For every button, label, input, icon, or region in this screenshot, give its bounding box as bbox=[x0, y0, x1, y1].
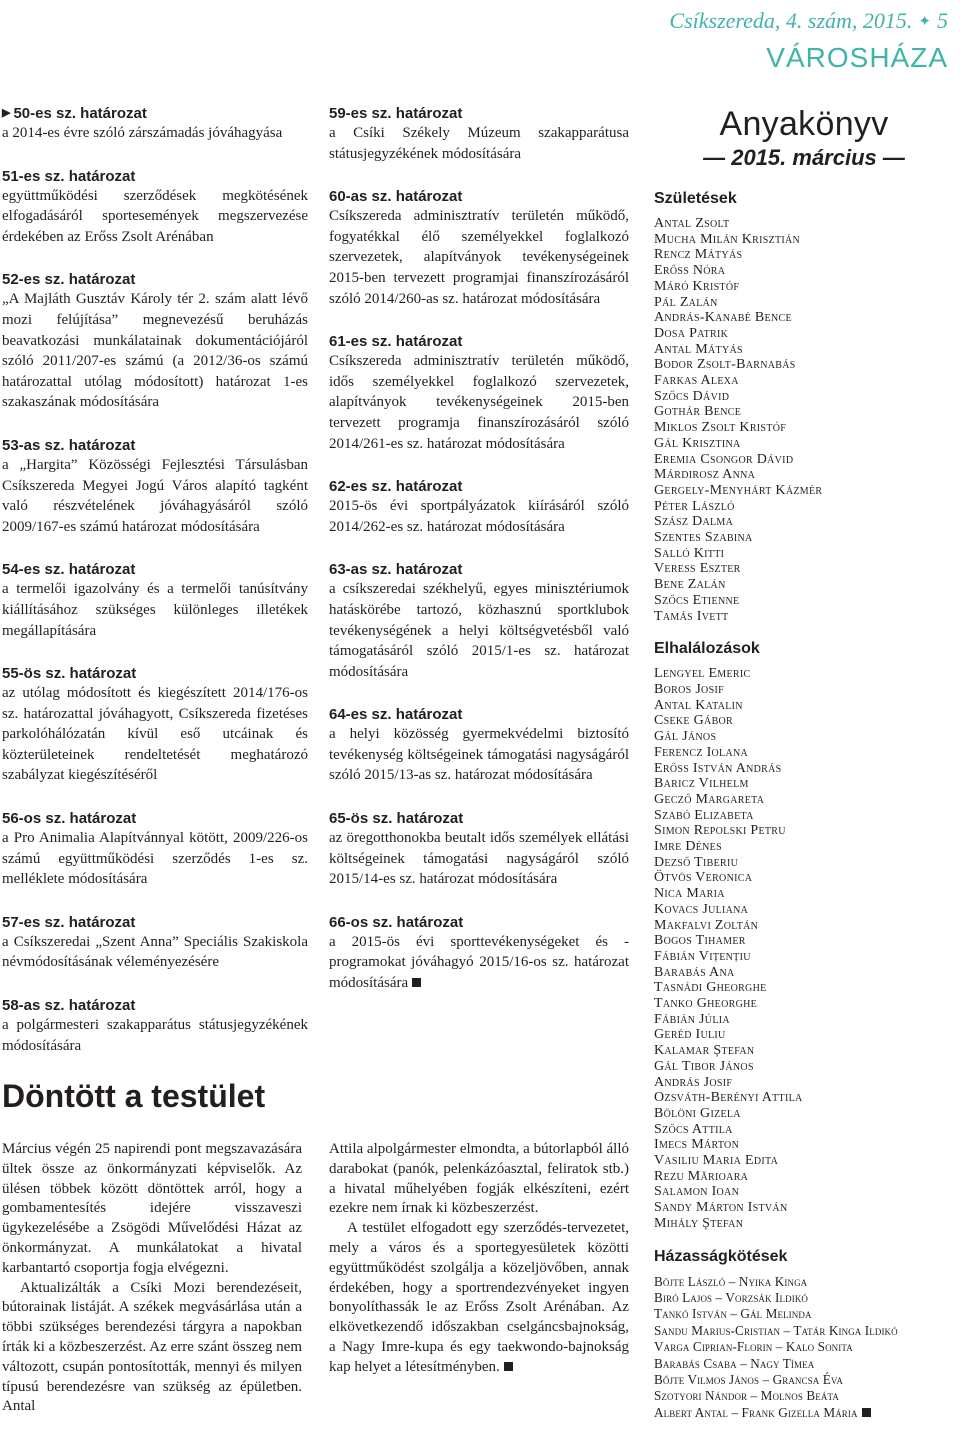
death-entry bbox=[654, 1075, 954, 1091]
death-entry-text: Dezső Tiberiu bbox=[654, 854, 739, 870]
death-entry bbox=[654, 1169, 954, 1185]
resolution-text: „A Majláth Gusztáv Károly tér 2. szám alatt lévő mozi felújítása” megnevezésű beruházás beavatkozási munkálatainak dokumentációjáról szóló 2011/207-es számú (a 2012/36-os számú határozattal utólag módosított) határozat 1-es szakaszának módosítására bbox=[2, 291, 308, 411]
birth-entry bbox=[654, 452, 954, 468]
birth-entry-text: Salló Kitti bbox=[654, 545, 725, 561]
resolution-heading: 56-os sz. határozat bbox=[2, 810, 137, 828]
death-entry-text: Tasnádi Gheorghe bbox=[654, 980, 767, 996]
resolution-item bbox=[329, 560, 629, 682]
article-paragraph: A testület elfogadott egy szerződés-tervezetet, mely a város és a sportegyesületek közötti együttműködést szolgálja a közeljövőben, annak érdekében, hogy a sportrendezvényeket ingyen bonyolíthassák le az Erőss Zsolt Arénában. Az elkövetkezendő időszakban cselgáncsbajnokság, a Nagy Imre-kupa és egy taekwondo-bajnokság kap helyet a létesítményben. bbox=[329, 1220, 629, 1375]
marriage-entry-text: Szotyori Nándor – Molnos Beáta bbox=[654, 1388, 839, 1404]
birth-entry-text: Eremia Csongor Dávid bbox=[654, 451, 794, 467]
resolution-text: a 2014-es évre szóló zárszámadás jóváhagyása bbox=[2, 125, 283, 141]
resolution-heading: 54-es sz. határozat bbox=[2, 561, 136, 579]
death-entry-text: Rezu Mărioara bbox=[654, 1168, 749, 1184]
resolution-heading: 53-as sz. határozat bbox=[2, 436, 136, 454]
death-entry bbox=[654, 996, 954, 1012]
birth-entry-text: András-Kanabé Bence bbox=[654, 310, 792, 326]
death-entry-text: Bogos Tihamer bbox=[654, 933, 746, 949]
death-entry-text: Kovacs Juliana bbox=[654, 901, 749, 917]
death-entry-text: Szőcs Attila bbox=[654, 1121, 733, 1137]
resolution-item bbox=[329, 187, 629, 309]
birth-entry-text: Farkas Alexa bbox=[654, 373, 739, 389]
marriage-entry-text: Böjte László – Nyika Kinga bbox=[654, 1273, 808, 1289]
marriage-entry-text: Tankó István – Gál Melinda bbox=[654, 1306, 812, 1322]
page-number: 5 bbox=[937, 8, 948, 33]
resolution-item bbox=[329, 809, 629, 890]
resolution-text: a helyi közösség gyermekvédelmi biztosító tevékenység költségeinek támogatási nagyságáról szóló 2015/13-as sz. határozat módosítására bbox=[329, 726, 629, 784]
resolution-text: Csíkszereda adminisztratív területén működő, fogyatékkal élő személyekkel foglalkozó szervezetek, alapítványok tevékenységeinek 2015-ben tervezett programjai finanszírozásáról szóló 2014/260-as sz. határozat módosítására bbox=[329, 208, 629, 307]
birth-entry-text: Szőcs Etienne bbox=[654, 592, 740, 608]
birth-entry-text: Bodor Zsolt-Barnabás bbox=[654, 357, 796, 373]
death-entry-text: Barabás Ana bbox=[654, 964, 735, 980]
death-entry bbox=[654, 1184, 954, 1200]
resolution-item bbox=[2, 664, 308, 786]
death-entry bbox=[654, 1090, 954, 1106]
resolution-item bbox=[329, 705, 629, 786]
death-entry-text: Gál János bbox=[654, 729, 717, 745]
resolution-item bbox=[329, 913, 629, 994]
death-entry-text: Fábián Júlia bbox=[654, 1011, 730, 1027]
death-entry bbox=[654, 808, 954, 824]
birth-entry-text: Antal Zsolt bbox=[654, 216, 730, 231]
issue-text: Csíkszereda, 4. szám, 2015. bbox=[669, 8, 913, 33]
marriage-entry-text: Biró Lajos – Vorzsák Ildikó bbox=[654, 1290, 809, 1305]
resolution-item bbox=[2, 996, 308, 1056]
death-entry bbox=[654, 1137, 954, 1153]
death-entry bbox=[654, 855, 954, 871]
resolution-text: a Csíki Székely Múzeum szakapparátusa státusjegyzékének módosítására bbox=[329, 125, 629, 162]
article-paragraph: Március végén 25 napirendi pont megszavazására ültek össze az önkormányzati képviselők. Az ülésen többek között döntöttek arról, hogy a gombamentesítés idejére visszaveszi ügykezelésébe a Zsögödi Művelődési Házat az önkormányzat. A munkálatokat a hivatal karbantartó csoportja fogja elvégezni. bbox=[2, 1141, 302, 1276]
death-entry bbox=[654, 1106, 954, 1122]
death-entry-text: Imecs Márton bbox=[654, 1137, 740, 1153]
birth-entry bbox=[654, 295, 954, 311]
death-entry bbox=[654, 839, 954, 855]
marriage-entry bbox=[654, 1274, 954, 1290]
resolutions-column-1 bbox=[2, 104, 308, 1079]
death-entry bbox=[654, 1027, 954, 1043]
birth-entry-text: Veress Eszter bbox=[654, 561, 741, 577]
birth-entry bbox=[654, 436, 954, 452]
death-entry-text: Szabó Elizabeta bbox=[654, 807, 754, 823]
birth-entry bbox=[654, 216, 954, 232]
resolution-heading: 60-as sz. határozat bbox=[329, 188, 463, 206]
resolution-item bbox=[2, 809, 308, 890]
birth-entry-text: Márdirosz Anna bbox=[654, 467, 756, 483]
birth-entry-text: Dosa Patrik bbox=[654, 325, 729, 341]
death-entry-text: Ferencz Iolana bbox=[654, 744, 749, 760]
birth-entry-text: Pál Zalán bbox=[654, 294, 718, 310]
resolution-text: a termelői igazolvány és a termelői tanúsítvány kiállításához szükséges különleges illetékek megállapítására bbox=[2, 581, 308, 639]
death-entry bbox=[654, 949, 954, 965]
resolution-text: a „Hargita” Közösségi Fejlesztési Társulásban Csíkszereda Megyei Jogú Város alapító tagként való részvételének jóváhagyásáról szóló 2009/167-es számú határozat módosítására bbox=[2, 456, 308, 535]
death-entry bbox=[654, 902, 954, 918]
death-entry bbox=[654, 980, 954, 996]
death-entry-text: Boros Josif bbox=[654, 681, 724, 697]
end-square-icon bbox=[412, 978, 421, 987]
birth-entry bbox=[654, 467, 954, 483]
death-entry bbox=[654, 1059, 954, 1075]
article-title: Döntött a testület bbox=[2, 1078, 266, 1114]
death-entry-text: Tanko Gheorghe bbox=[654, 996, 758, 1012]
marriage-entry-text: Sandu Marius-Cristian – Tatár Kinga Ildikó bbox=[654, 1322, 898, 1338]
death-entry-text: Antal Katalin bbox=[654, 697, 743, 713]
birth-entry bbox=[654, 232, 954, 248]
marriage-entry bbox=[654, 1323, 954, 1339]
resolution-text: a csíkszeredai székhelyű, egyes minisztériumok hatáskörébe tartozó, közhasznú sportklubok tevékenységének a helyi költségvetésből való támogatásáról szóló 2015/1-es sz. határozat módosítására bbox=[329, 581, 629, 680]
resolution-text: a Csíkszeredai „Szent Anna” Speciális Szakiskola névmódosításának véleményezésére bbox=[2, 933, 308, 971]
death-entry-text: Kalamar Ștefan bbox=[654, 1043, 755, 1059]
birth-entry bbox=[654, 546, 954, 562]
marriage-entry bbox=[654, 1290, 954, 1306]
marriages-list bbox=[654, 1274, 954, 1422]
resolution-heading: 58-as sz. határozat bbox=[2, 997, 136, 1015]
death-entry-text: Fábián Vițențiu bbox=[654, 948, 751, 964]
death-entry bbox=[654, 713, 954, 729]
birth-entry bbox=[654, 420, 954, 436]
death-entry bbox=[654, 886, 954, 902]
marriage-entry bbox=[654, 1306, 954, 1322]
birth-entry bbox=[654, 342, 954, 358]
death-entry bbox=[654, 823, 954, 839]
resolution-item bbox=[2, 104, 308, 144]
death-entry-text: Ötvös Veronica bbox=[654, 870, 753, 886]
anyakonyv-title: Anyakönyv bbox=[719, 105, 889, 143]
resolution-text: az öregotthonokba beutalt idős személyek ellátási költségeinek támogatási nagyságáról szóló 2015/14-es sz. határozat módosítására bbox=[329, 830, 629, 888]
resolution-item bbox=[2, 436, 308, 537]
death-entry bbox=[654, 666, 954, 682]
resolution-heading: 55-ös sz. határozat bbox=[2, 665, 137, 683]
death-entry bbox=[654, 1153, 954, 1169]
marriage-entry-text: Varga Ciprian-Florin – Kalo Sonita bbox=[654, 1339, 853, 1355]
death-entry-text: Imre Dénes bbox=[654, 839, 722, 855]
birth-entry-text: Máró Kristóf bbox=[654, 278, 740, 294]
death-entry-text: Erőss István András bbox=[654, 760, 782, 776]
death-entry-text: Lengyel Emeric bbox=[654, 666, 751, 682]
death-entry bbox=[654, 761, 954, 777]
birth-entry bbox=[654, 404, 954, 420]
resolution-text: a 2015-ös évi sporttevékenységeket és -programokat jóváhagyó 2015/16-os sz. határozat módosítására bbox=[329, 933, 629, 992]
death-entry bbox=[654, 1216, 954, 1232]
anyakonyv-column bbox=[654, 104, 954, 1435]
death-entry-text: Cseke Gábor bbox=[654, 713, 734, 729]
resolution-heading: 61-es sz. határozat bbox=[329, 333, 463, 351]
resolution-heading: 52-es sz. határozat bbox=[2, 271, 136, 289]
death-entry bbox=[654, 870, 954, 886]
page-header bbox=[390, 8, 950, 78]
death-entry-text: Simon Repolski Petru bbox=[654, 823, 786, 839]
birth-entry-text: Szentes Szabina bbox=[654, 530, 753, 546]
resolution-heading: 65-ös sz. határozat bbox=[329, 810, 464, 828]
births-list bbox=[654, 216, 954, 624]
birth-entry-text: Gothár Bence bbox=[654, 404, 742, 420]
birth-entry-text: Mucha Milán Krisztián bbox=[654, 231, 801, 247]
end-square-icon bbox=[862, 1408, 871, 1417]
death-entry-text: Sandy Márton István bbox=[654, 1200, 788, 1216]
birth-entry-text: Rencz Mátyás bbox=[654, 247, 743, 263]
death-entry bbox=[654, 1200, 954, 1216]
article-column-1 bbox=[2, 1140, 302, 1417]
death-entry bbox=[654, 918, 954, 934]
article-paragraph: Attila alpolgármester elmondta, a bútorlapból álló darabokat (panók, pelenkázóasztal, feliratok stb.) a hivatal műhelyében fogják elkészíteni, ezért ezekre nem írnak ki közbeszerzést. bbox=[329, 1141, 629, 1217]
resolution-heading: 59-es sz. határozat bbox=[329, 105, 463, 122]
death-entry-text: Ozsváth-Berényi Attila bbox=[654, 1090, 803, 1106]
resolution-text: 2015-ös évi sportpályázatok kiírásáról szóló 2014/262-es sz. határozat módosítására bbox=[329, 498, 629, 535]
resolution-item bbox=[329, 104, 629, 164]
section-title: VÁROSHÁZA bbox=[766, 42, 948, 73]
marriage-entry-text: Albert Antal – Frank Gizella Mária bbox=[654, 1404, 858, 1420]
resolution-heading: 62-es sz. határozat bbox=[329, 478, 463, 496]
death-entry-text: Baricz Vilhelm bbox=[654, 776, 749, 792]
marriage-entry bbox=[654, 1356, 954, 1372]
marriage-entry bbox=[654, 1388, 954, 1404]
birth-entry-text: Miklos Zsolt Kristóf bbox=[654, 420, 787, 436]
birth-entry bbox=[654, 561, 954, 577]
resolution-heading: 63-as sz. határozat bbox=[329, 561, 463, 579]
resolution-text: a Pro Animalia Alapítvánnyal kötött, 2009/226-os számú együttműködési szerződés 1-es sz. melléklete módosítására bbox=[2, 830, 308, 888]
birth-entry bbox=[654, 279, 954, 295]
resolution-heading: 51-es sz. határozat bbox=[2, 167, 136, 185]
birth-entry bbox=[654, 310, 954, 326]
death-entry-text: Vasiliu Maria Edita bbox=[654, 1153, 779, 1169]
death-entry-text: András Josif bbox=[654, 1074, 733, 1090]
birth-entry-text: Gál Krisztina bbox=[654, 435, 741, 451]
birth-entry bbox=[654, 373, 954, 389]
death-entry-text: Nica Maria bbox=[654, 886, 725, 902]
resolution-text: a polgármesteri szakapparátus státusjegyzékének módosítására bbox=[2, 1017, 308, 1054]
death-entry bbox=[654, 776, 954, 792]
death-entry bbox=[654, 1043, 954, 1059]
issue-line bbox=[669, 8, 948, 34]
marriage-entry bbox=[654, 1405, 954, 1421]
birth-entry-text: Erőss Nóra bbox=[654, 263, 726, 279]
resolution-heading: 57-es sz. határozat bbox=[2, 913, 136, 931]
birth-entry-text: Antal Mátyás bbox=[654, 341, 743, 357]
marriage-entry-text: Barabás Csaba – Nagy Tímea bbox=[654, 1355, 815, 1371]
resolution-item bbox=[329, 332, 629, 454]
resolution-text: Csíkszereda adminisztratív területén működő, idős személyekkel foglalkozó szervezetek, alapítványok tevékenységeinek 2015-ben tervezett programja finanszírozásáról szóló 2014/261-es sz. határozat módosítására bbox=[329, 353, 629, 452]
death-entry bbox=[654, 698, 954, 714]
birth-entry-text: Péter László bbox=[654, 498, 735, 514]
birth-entry bbox=[654, 357, 954, 373]
resolutions-column-2 bbox=[329, 104, 629, 1017]
death-entry bbox=[654, 1012, 954, 1028]
resolution-item bbox=[2, 167, 308, 248]
death-entry bbox=[654, 729, 954, 745]
birth-entry bbox=[654, 263, 954, 279]
birth-entry bbox=[654, 389, 954, 405]
death-entry-text: Mihály Ștefan bbox=[654, 1215, 744, 1231]
marriage-entry-text: Bőjte Vilmos János – Grancsa Éva bbox=[654, 1372, 843, 1388]
marriage-entry bbox=[654, 1339, 954, 1355]
birth-entry bbox=[654, 499, 954, 515]
deaths-heading: Elhalálozások bbox=[654, 640, 760, 658]
resolution-item bbox=[2, 560, 308, 641]
article-paragraph: Aktualizálták a Csíki Mozi berendezéseit, bútorainak listáját. A székek megvásárlása után a többi szükséges berendezési tárgyra a napokban írták ki a közbeszerzést. Az erre szánt összeg nem változott, csupán pontosították, mennyi és milyen típusú berendezésre van szükség az épületben. Antal bbox=[2, 1279, 302, 1415]
marriages-heading: Házasságkötések bbox=[654, 1247, 788, 1265]
death-entry-text: Gál Tibor János bbox=[654, 1058, 754, 1074]
resolution-heading: 50-es sz. határozat bbox=[13, 105, 147, 122]
birth-entry bbox=[654, 530, 954, 546]
marriage-entry bbox=[654, 1372, 954, 1388]
birth-entry-text: Szász Dalma bbox=[654, 514, 734, 530]
resolution-text: együttműködési szerződések megkötésének elfogadásáról sportesemények megszervezése érdekében az Erőss Zsolt Arénában bbox=[2, 187, 308, 245]
birth-entry bbox=[654, 483, 954, 499]
death-entry bbox=[654, 682, 954, 698]
death-entry-text: Geréd Iuliu bbox=[654, 1027, 726, 1043]
birth-entry bbox=[654, 593, 954, 609]
resolution-text: az utólag módosított és kiegészített 2014/176-os sz. határozattal jóváhagyott, Csíkszereda fizetéses parkolóhálózatán kívül eső utcáinak és közterületeinek rendeltetését meghatározó szabályzat kiegészítéséről bbox=[2, 685, 308, 784]
births-heading: Születések bbox=[654, 190, 737, 207]
birth-entry bbox=[654, 514, 954, 530]
resolution-heading: 66-os sz. határozat bbox=[329, 913, 464, 931]
birth-entry-text: Gergely-Menyhárt Kázmér bbox=[654, 482, 823, 498]
anyakonyv-month: — 2015. március — bbox=[703, 145, 905, 170]
resolution-item bbox=[2, 913, 308, 973]
death-entry-text: Salamon Ioan bbox=[654, 1184, 740, 1200]
birth-entry-text: Bene Zalán bbox=[654, 577, 726, 593]
death-entry bbox=[654, 965, 954, 981]
birth-entry bbox=[654, 577, 954, 593]
death-entry-text: Makfalvi Zoltán bbox=[654, 917, 759, 933]
article-column-2 bbox=[329, 1140, 629, 1378]
resolution-item bbox=[2, 270, 308, 413]
death-entry-text: Bölöni Gizela bbox=[654, 1105, 741, 1121]
star-icon: ✦ bbox=[918, 14, 931, 30]
resolution-item bbox=[329, 477, 629, 537]
death-entry bbox=[654, 745, 954, 761]
birth-entry-text: Tamás Ivett bbox=[654, 608, 729, 624]
birth-entry bbox=[654, 609, 954, 625]
resolution-heading: 64-es sz. határozat bbox=[329, 706, 463, 724]
birth-entry-text: Szőcs Dávid bbox=[654, 388, 730, 404]
death-entry-text: Gecző Margareta bbox=[654, 791, 765, 807]
death-entry bbox=[654, 792, 954, 808]
birth-entry bbox=[654, 326, 954, 342]
death-entry bbox=[654, 933, 954, 949]
triangle-right-icon: ▶ bbox=[2, 107, 11, 119]
birth-entry bbox=[654, 247, 954, 263]
end-square-icon bbox=[504, 1362, 513, 1371]
deaths-list bbox=[654, 666, 954, 1231]
death-entry bbox=[654, 1122, 954, 1138]
